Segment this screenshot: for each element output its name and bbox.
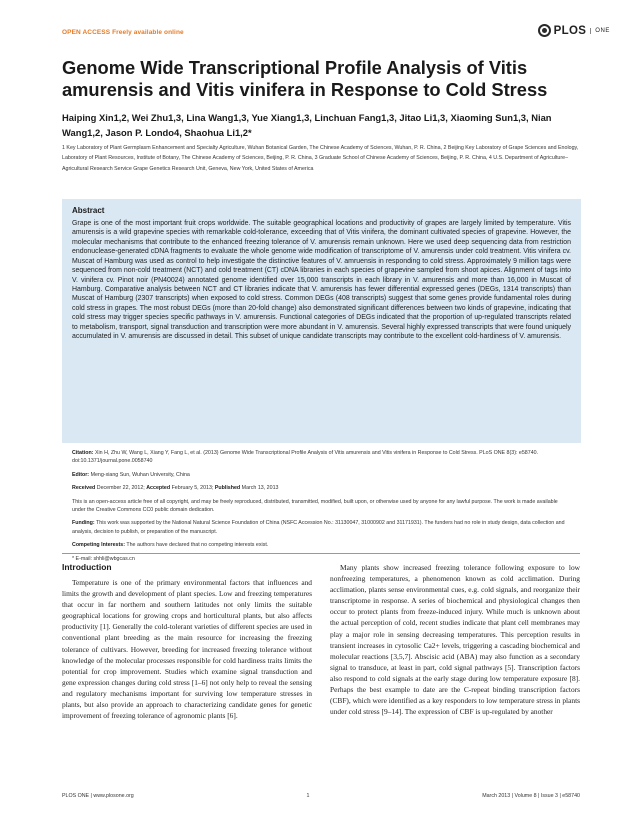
abstract-box — [62, 199, 581, 443]
footer-issue: March 2013 | Volume 8 | Issue 3 | e58740 — [482, 793, 580, 799]
editor: Editor: Meng-xiang Sun, Wuhan University, China — [72, 471, 190, 478]
journal-brand: PLOS — [553, 24, 587, 37]
plos-logo-icon — [538, 24, 551, 37]
article-title: Genome Wide Transcriptional Profile Analysis of Vitis amurensis and Vitis vinifera in Response to Cold Stress — [62, 57, 548, 100]
funding: Funding: This work was supported by the National Natural Science Foundation of China (NSFC Accession No.: 31130047, 31000902 and 31171931). The funders had no role in study design, data collection and analysis, decision to publish, or preparation of the manuscript. — [72, 520, 565, 535]
citation: Citation: Xin H, Zhu W, Wang L, Xiang Y, Fang L, et al. (2013) Genome Wide Transcriptional Profile Analysis of Vitis amurensis and Vitis vinifera in Response to Cold Stress. PLoS ONE 8(3): e58740. doi:10.1371/journal.pone.0058740 — [72, 450, 539, 465]
footer-journal: PLOS ONE | www.plosone.org — [62, 793, 134, 799]
journal-logo — [538, 24, 610, 37]
author-list: Haiping Xin1,2, Wei Zhu1,3, Lina Wang1,3, Yue Xiang1,3, Linchuan Fang1,3, Jitao Li1,3, Xiaoming Sun1,3, Nian Wang1,2, Jason P. Londo4, Shaohua Li1,2* — [62, 112, 552, 138]
intro-column-right — [330, 562, 580, 717]
open-access-banner: OPEN ACCESS Freely available online — [62, 29, 184, 36]
competing-interests: Competing Interests: The authors have declared that no competing interests exist. — [72, 542, 269, 549]
abstract-heading: Abstract — [72, 206, 105, 215]
intro-paragraph: Many plants show increased freezing tolerance following exposure to low nonfreezing temperatures, a phenomenon known as cold acclimation. During acclimation, plants sense environmental cues, e.g. cold signals, and reorganize their transcriptome in response. A series of biochemical and physiological changes then occur to protect plants from freeze-induced injury. While much is unknown about the actual perception of cold, recent studies indicate that plant cell membranes may play a major role in sensing decreasing temperatures. This perception results in transient increases in cytosolic Ca2+ levels, triggering a cascading biochemical and molecular reactions [3,5,7]. Abscisic acid (ABA) may also function as a secondary signal to transduce, at least in part, cold signal pathways [5]. Transcription factors also respond to cold signals at the early stage during low temperature exposure [8]. Perhaps the best example to date are the C-repeat binding transcription factors (CBF), which were identified as a key responders to low temperature stress in plants under cold stress [9–14]. The expression of CBF is up-regulated by another — [330, 563, 580, 717]
affiliations: 1 Key Laboratory of Plant Germplasm Enhancement and Specialty Agriculture, Wuhan Botanical Garden, The Chinese Academy of Sciences, Wuhan, P. R. China, 2 Beijing Key Laboratory of Grape Sciences and Enology, Laboratory of Plant Resources, Institute of Botany, The Chinese Academy of Sciences, Beijing, P. R. China, 3 Graduate School of Chinese Academy of Sciences, Beijing, P. R. China, 4 U.S. Department of Agriculture–Agricultural Research Service Grape Genetics Research Unit, Geneva, New York, United States of America — [62, 145, 579, 172]
journal-sub: ONE — [590, 28, 610, 34]
license: This is an open-access article free of all copyright, and may be freely reproduced, distributed, transmitted, modified, built upon, or otherwise used by anyone for any lawful purpose. The work is made available under the Creative Commons CC0 public domain dedication. — [72, 498, 558, 513]
abstract-text: Grape is one of the most important fruit crops worldwide. The suitable geographical locations and productivity of grapes are largely limited by temperature. Vitis amurensis is a wild grapevine species with remarkable cold-tolerance, exceeding that of Vitis vinifera, the dominant cultivated species of grapevine. However, the molecular mechanisms that contribute to the enhanced freezing tolerance of V. amurensis remain unknown. Here we used deep sequencing data from restriction endonuclease-generated cDNA fragments to evaluate the whole genome wide modification of transcriptome of V. amurensis under cold treatment. Vitis vinifera cv. Muscat of Hamburg was used as control to help investigate the distinctive features of V. amruensis in responding to cold stress. Approximately 9 million tags were sequenced from non-cold treatment (NCT) and cold treatment (CT) cDNA libraries in each species of grapevine sampled from shoot apices. Alignment of tags into V. vinifera cv. Pinot noir (PN40024) annotated genome identified over 15,000 transcripts in each library in V. amurensis and more than 16,000 in Muscat of Hamburg. Comparative analysis between NCT and CT libraries indicate that V. amurensis has fewer differential expressed genes (DEGs, 1314 transcripts) than Muscat of Hamburg (2307 transcripts) when exposed to cold stress. Common DEGs (408 transcripts) suggest that some genes provide fundamental roles during cold stress in grapes. The most robust DEGs (more than 20-fold change) also demonstrated significant differences between two kinds of grapevine, indicating that cold stress may trigger species specific pathways in V. amurensis. Functional categories of DEGs indicated that the proportion of up-regulated transcripts related to metabolism, transport, signal transduction and transcription were more abundant in V. amurensis. Several highly expressed transcripts that were found uniquely accumulated in V. amurensis are discussed in detail. This subset of unique candidate transcripts may contribute to the excellent cold-hardiness of V. amurensis. — [72, 220, 571, 341]
article-metadata — [72, 449, 572, 568]
page-footer — [62, 793, 580, 799]
intro-paragraph: Temperature is one of the primary environmental factors that influences and limits the growth and development of plant species. Low and freezing temperatures that occur in far northern and southern latitudes not only limits the suitable geographical locations for growing crops and horticultural plants, but also affects productivity [1]. Generally the cold-tolerant varieties of different species are used in conventional plant breeding as the main resource for increasing the freezing tolerance of cultivars. However, breeding for increased freezing tolerance without knowledge of the molecular processes responsible for cold hardiness traits limits the potential for crop improvement. Studies which examine signal transduction and gene expression changes during cold stress [1–6] not only help to reveal the sensing and regulatory mechanisms important for surviving low temperature stresses in plants, but also provide an approach to characterizing candidate genes for genetic improvement of freezing tolerance of agronomic plants [6]. — [62, 578, 312, 721]
page-number: 1 — [306, 793, 310, 799]
intro-column-left — [62, 577, 312, 721]
email: * E-mail: shhli@wbgcas.cn — [72, 555, 135, 562]
intro-heading: Introduction — [62, 562, 112, 572]
dates: Received December 22, 2012; Accepted February 5, 2013; Published March 13, 2013 — [72, 485, 279, 492]
section-divider — [62, 553, 580, 554]
